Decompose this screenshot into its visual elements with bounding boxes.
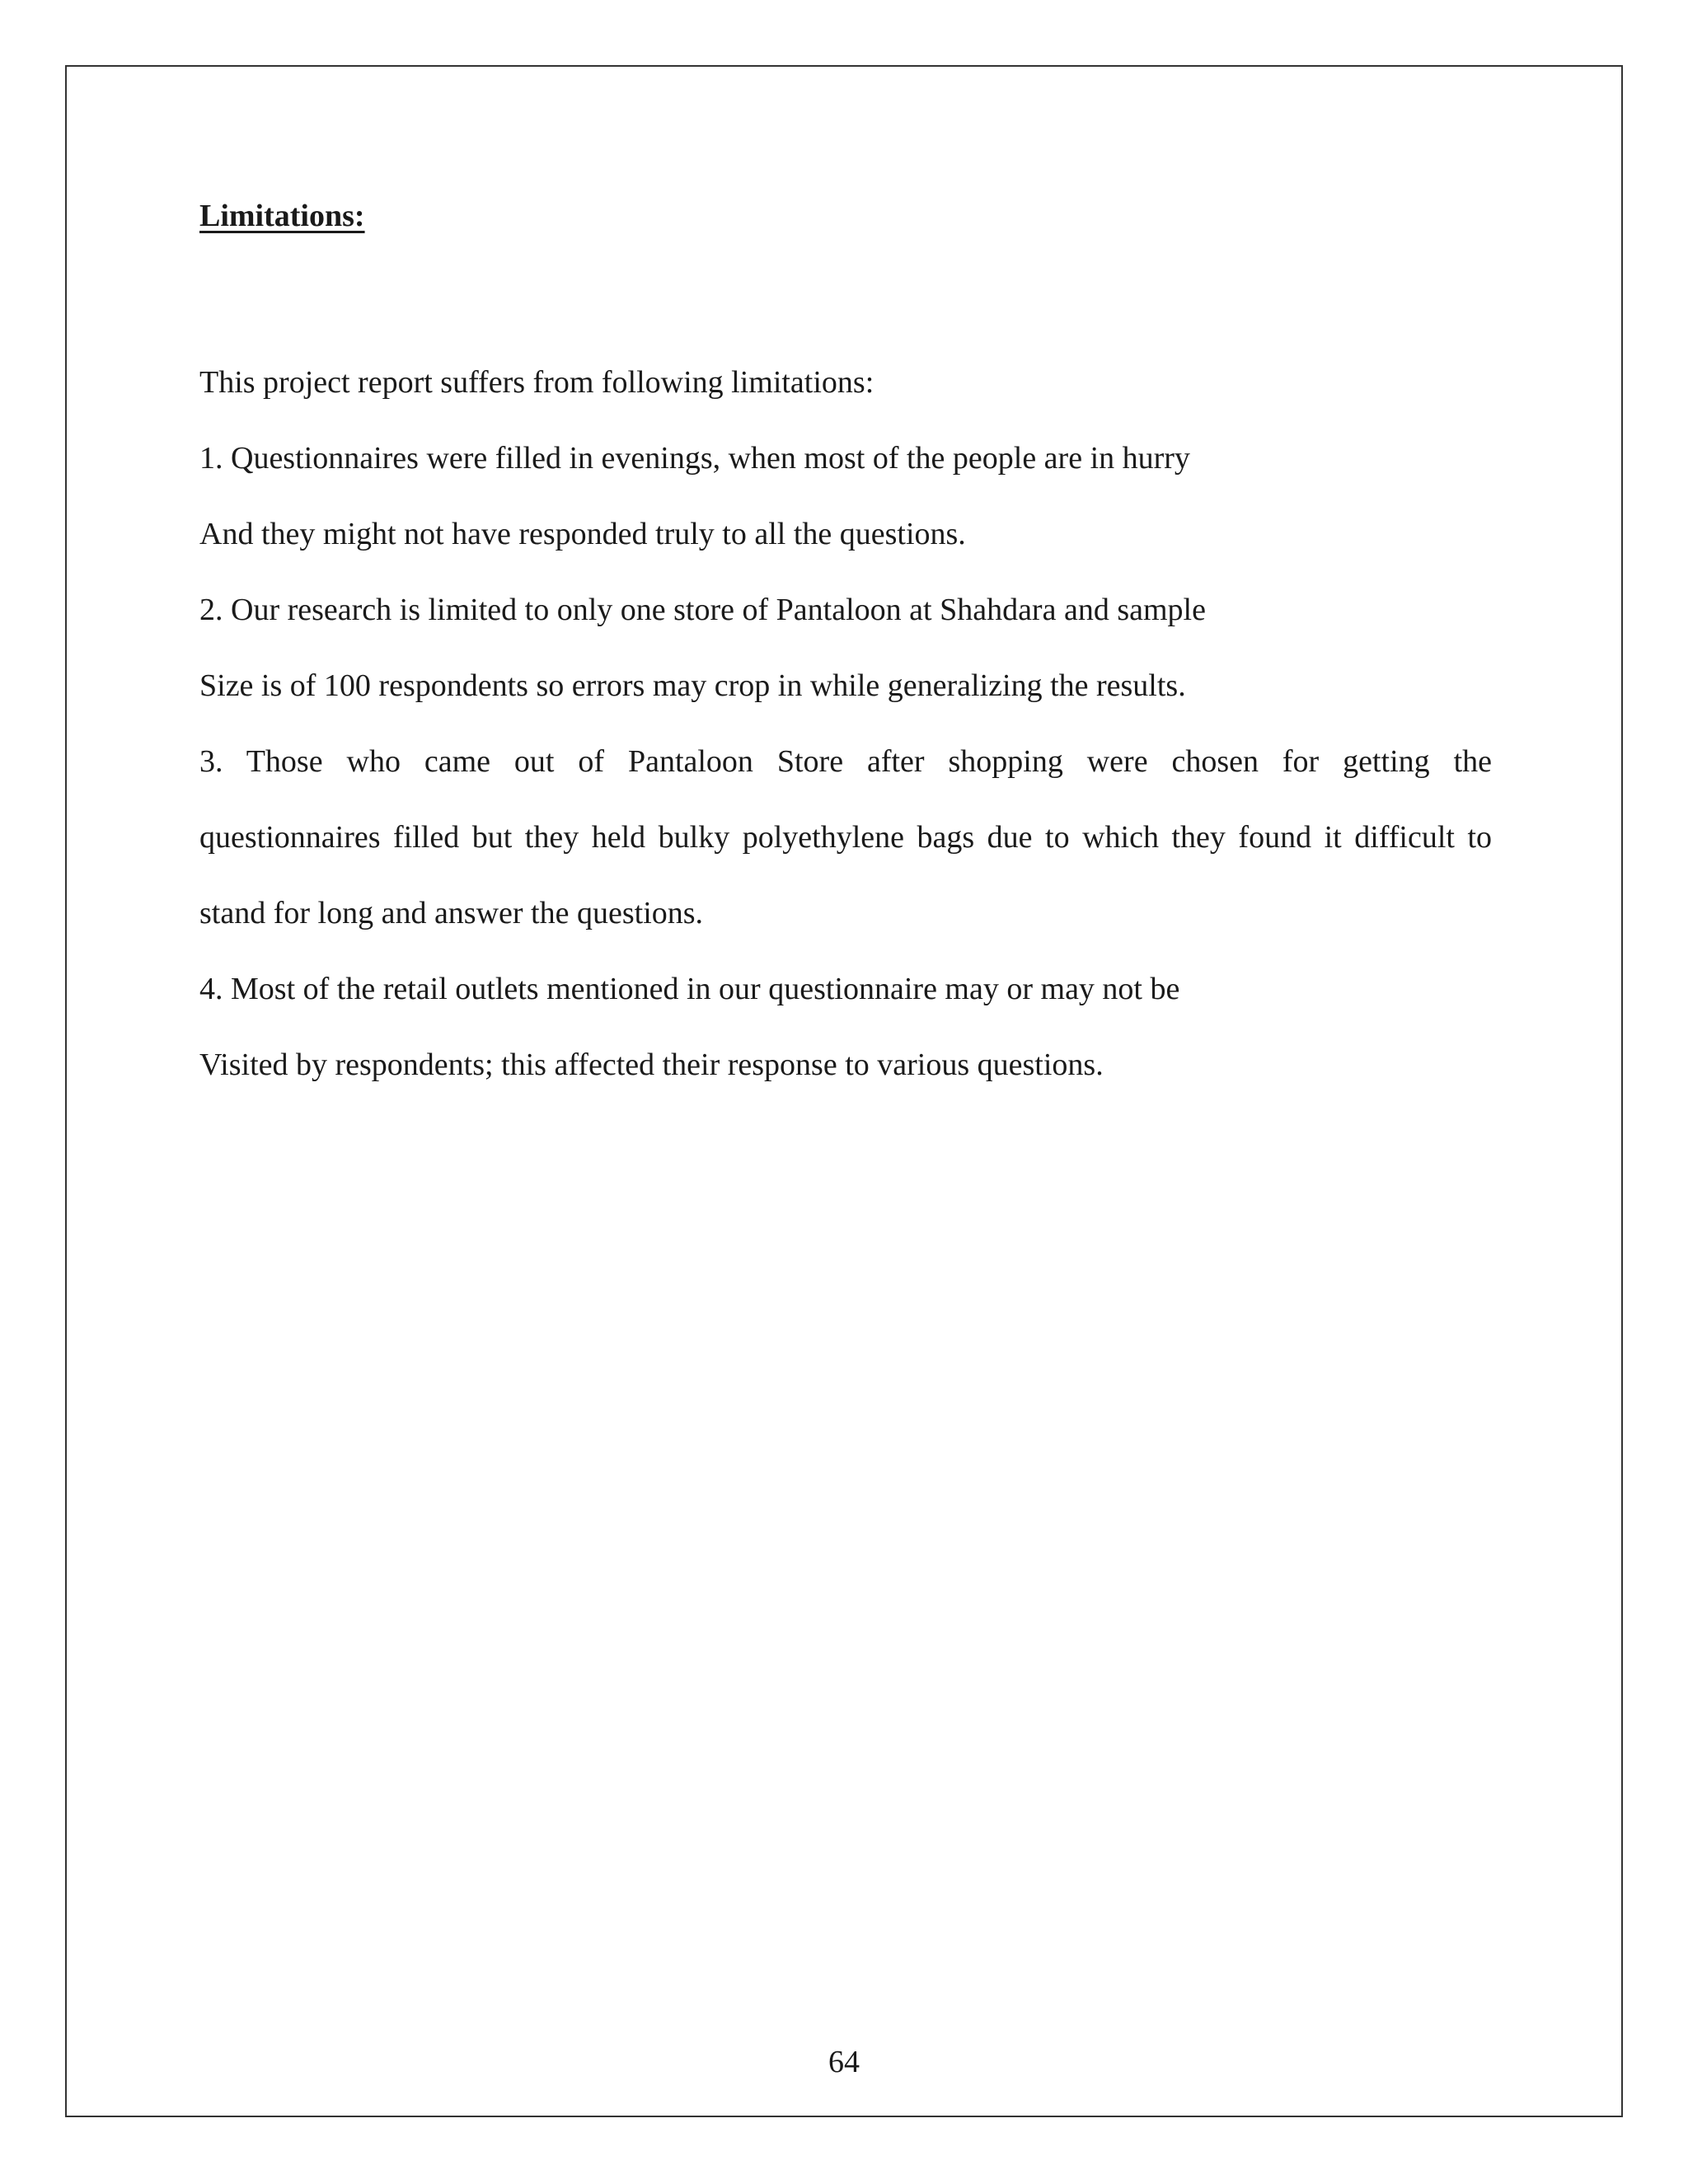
intro-line: This project report suffers from following limitations: (199, 365, 874, 400)
limitation-4-line-2: Visited by respondents; this affected their response to various questions. (199, 1047, 1104, 1082)
limitation-1-line-2: And they might not have responded truly to all the questions. (199, 517, 966, 551)
limitation-4-line-1: 4. Most of the retail outlets mentioned in our questionnaire may or may not be (199, 972, 1180, 1006)
limitation-3-line-1: 3. Those who came out of Pantaloon Store after shopping were chosen for getting the (199, 744, 1492, 779)
page-number: 64 (828, 2045, 860, 2079)
limitation-3-line-3: stand for long and answer the questions. (199, 896, 704, 930)
limitation-2-line-1: 2. Our research is limited to only one store of Pantaloon at Shahdara and sample (199, 593, 1206, 627)
limitation-2-line-2: Size is of 100 respondents so errors may crop in while generalizing the results. (199, 668, 1186, 703)
limitation-3-line-2: questionnaires filled but they held bulky polyethylene bags due to which they found it difficult to (199, 820, 1492, 855)
limitations-body (199, 344, 1492, 1103)
section-heading: Limitations: (199, 199, 365, 233)
limitation-1-line-1: 1. Questionnaires were filled in evenings, when most of the people are in hurry (199, 441, 1190, 476)
